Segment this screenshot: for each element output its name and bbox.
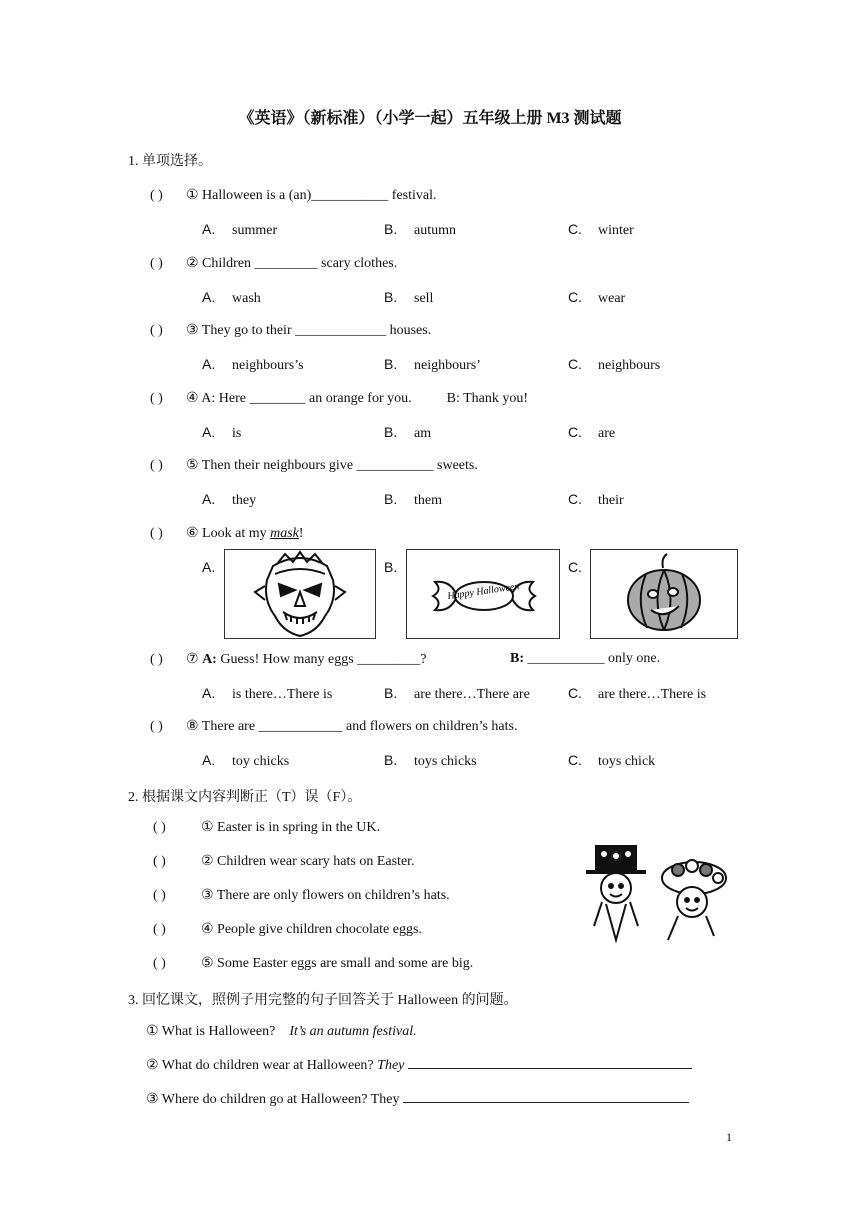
answer-paren[interactable]: ( ) — [150, 719, 163, 734]
option-a: A. neighbours’s — [202, 356, 304, 373]
example-answer: It’s an autumn festival. — [289, 1024, 417, 1039]
option-b: B. are there…There are — [384, 685, 530, 702]
question-5 — [150, 457, 478, 474]
tf-item-5: ( ) ⑤ Some Easter eggs are small and some are big. — [153, 956, 474, 971]
option-a: A. toy chicks — [202, 752, 290, 769]
option-b-label: B. — [384, 559, 398, 575]
option-c: C. toys chick — [568, 752, 656, 769]
answer-paren[interactable]: ( ) — [150, 652, 163, 667]
question-text: ② Children _________ scary clothes. — [186, 256, 398, 271]
option-b: B. them — [384, 491, 442, 508]
question-text: ⑤ Then their neighbours give ___________ sweets. — [186, 458, 478, 473]
option-a-image[interactable] — [224, 549, 376, 639]
question-6: ( ) ⑥ Look at my mask! — [150, 526, 304, 541]
option-c-label: C. — [568, 559, 582, 575]
answer-paren[interactable]: ( ) — [150, 323, 163, 338]
option-a: A. is — [202, 424, 242, 441]
option-c: C. neighbours — [568, 356, 661, 373]
answer-paren[interactable]: ( ) — [153, 922, 166, 937]
pumpkin-icon — [591, 550, 737, 638]
mask-word: mask — [270, 526, 299, 541]
answer-paren[interactable]: ( ) — [153, 820, 166, 835]
candy-text: Happy Halloween — [446, 581, 521, 603]
option-b: B. am — [384, 424, 432, 441]
answer-paren[interactable]: ( ) — [153, 888, 166, 903]
option-a: A. summer — [202, 221, 278, 238]
page-number: 1 — [726, 1130, 732, 1144]
easter-children-illustration — [582, 842, 732, 944]
option-c: C. are — [568, 424, 616, 441]
page-title: 《英语》（新标准）（小学一起）五年级上册 M3 测试题 — [238, 110, 622, 127]
question-3-2: ② What do children wear at Halloween? They — [146, 1056, 692, 1074]
question-4 — [150, 390, 528, 407]
option-b: B. neighbours’ — [384, 356, 481, 373]
option-c: C. winter — [568, 221, 634, 238]
question-3-3: ③ Where do children go at Halloween? They — [146, 1090, 689, 1108]
question-2 — [150, 255, 397, 272]
answer-paren[interactable]: ( ) — [150, 526, 163, 541]
answer-paren[interactable]: ( ) — [153, 854, 166, 869]
question-3 — [150, 322, 431, 339]
tf-item-4: ( ) ④ People give children chocolate eggs. — [153, 922, 422, 937]
tf-item-1: ( ) ① Easter is in spring in the UK. — [153, 820, 380, 835]
candy-icon — [407, 550, 559, 638]
question-text: ④ A: Here ________ an orange for you. B: Thank you! — [186, 391, 529, 406]
answer-line[interactable] — [408, 1056, 692, 1069]
option-a-label: A. — [202, 559, 216, 575]
answer-paren[interactable]: ( ) — [150, 458, 163, 473]
question-text: ⑥ Look at my — [186, 526, 271, 541]
answer-paren[interactable]: ( ) — [150, 256, 163, 271]
question-7: ( ) ⑦ A: Guess! How many eggs _________? — [150, 652, 427, 667]
option-a: A. is there…There is — [202, 685, 333, 702]
section-3-heading: 3. 回忆课文，照例子用完整的句子回答关于 Halloween 的问题。 — [128, 993, 518, 1008]
question-text: ③ They go to their _____________ houses. — [186, 323, 432, 338]
section-2-heading: 2. 根据课文内容判断正（T）误（F）。 — [128, 790, 362, 805]
question-3-1: ① What is Halloween? It’s an autumn festival. — [146, 1024, 417, 1039]
question-text: ① Halloween is a (an)___________ festival. — [186, 188, 437, 203]
option-b: B. toys chicks — [384, 752, 477, 769]
tf-item-2: ( ) ② Children wear scary hats on Easter. — [153, 854, 415, 869]
answer-paren[interactable]: ( ) — [150, 188, 163, 203]
option-b: B. sell — [384, 289, 434, 306]
tf-item-3: ( ) ③ There are only flowers on children’s hats. — [153, 888, 450, 903]
section-1-heading: 1. 单项选择。 — [128, 154, 212, 169]
option-c-image[interactable] — [590, 549, 738, 639]
question-7-b: B: ___________ only one. — [510, 651, 661, 666]
option-c: C. are there…There is — [568, 685, 707, 702]
question-text: ⑧ There are ____________ and flowers on children’s hats. — [186, 719, 518, 734]
answer-paren[interactable]: ( ) — [150, 391, 163, 406]
option-c: C. their — [568, 491, 624, 508]
option-b: B. autumn — [384, 221, 456, 238]
question-8 — [150, 718, 518, 735]
children-hats-icon — [582, 842, 732, 944]
mask-icon — [225, 550, 375, 638]
option-a: A. they — [202, 491, 257, 508]
option-a: A. wash — [202, 289, 261, 306]
option-c: C. wear — [568, 289, 626, 306]
question-1 — [150, 187, 437, 204]
option-b-image[interactable] — [406, 549, 560, 639]
answer-paren[interactable]: ( ) — [153, 956, 166, 971]
answer-line[interactable] — [403, 1090, 689, 1103]
